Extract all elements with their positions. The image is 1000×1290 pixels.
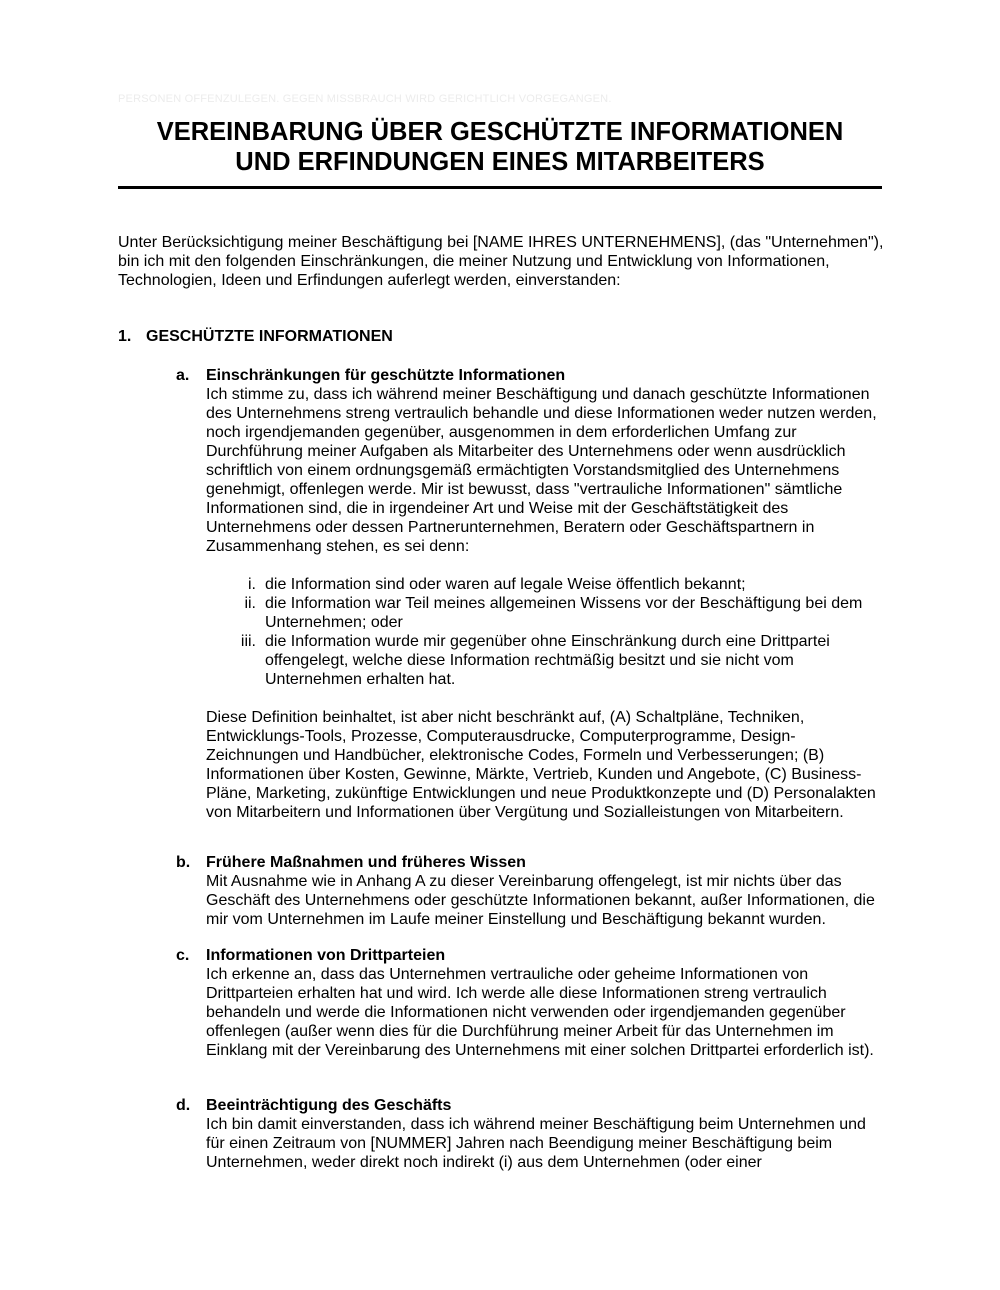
list-item <box>206 632 888 689</box>
list-item-text: die Information sind oder waren auf legale Weise öffentlich bekannt; <box>265 576 746 593</box>
watermark-text: PERSONEN OFFENZULEGEN. GEGEN MISSBRAUCH WIRD GERICHTLICH VORGEGANGEN. <box>118 93 612 105</box>
list-item-number: iii. <box>240 633 256 650</box>
subsection-b <box>176 853 888 929</box>
subsection-b-text: Mit Ausnahme wie in Anhang A zu dieser Vereinbarung offengelegt, ist mir nichts über das Geschäft des Unternehmens oder geschützte Informationen bekannt, außer Informationen, die mir vom Unternehmen im Laufe meiner Einstellung und Beschäftigung bekannt wurden. <box>206 873 875 928</box>
list-item-number: i. <box>248 576 256 593</box>
title-line-2: UND ERFINDUNGEN EINES MITARBEITERS <box>235 148 765 176</box>
subsection-d-heading: Beeinträchtigung des Geschäfts <box>206 1097 452 1114</box>
subsection-a <box>176 366 888 822</box>
subsection-c-heading: Informationen von Drittparteien <box>206 947 446 964</box>
subsection-d-letter: d. <box>176 1097 191 1114</box>
subsection-a-text: Ich stimme zu, dass ich während meiner Beschäftigung und danach geschützte Informationen des Unternehmens streng vertraulich behandle und diese Informationen weder nutzen werden, noch irgendjemanden gegenüber, ausgenommen in dem erforderlichen Umfang zur Durchführung meiner Aufgaben als Mitarbeiter des Unternehmens oder wenn ausdrücklich schriftlich von einem ordnungsgemäß ermächtigten Vorstandsmitglied des Unternehmens genehmigt, offenlegen werde. Mir ist bewusst, dass "vertrauliche Informationen" sämtliche Informationen sind, die in irgendeiner Art und Weise mit der Geschäftstätigkeit des Unternehmens oder dessen Partnerunternehmen, Beratern oder Geschäftspartnern in Zusammenhang stehen, es sei denn: <box>206 386 877 555</box>
title-divider <box>118 186 882 189</box>
title-line-1: VEREINBARUNG ÜBER GESCHÜTZTE INFORMATIONEN <box>156 118 844 146</box>
section-1-number: 1. <box>118 328 132 345</box>
subsection-d <box>176 1096 888 1172</box>
document-title <box>118 117 882 177</box>
subsection-c-text: Ich erkenne an, dass das Unternehmen vertrauliche oder geheime Informationen von Drittparteien erhalten hat und wird. Ich werde alle diese Informationen streng vertraulich behandeln und werde die Informationen nicht verwenden oder irgendjemanden gegenüber offenlegen (außer wenn dies für die Durchführung meiner Arbeit für das Unternehmen im Einklang mit der Vereinbarung des Unternehmens mit einer solchen Drittpartei erforderlich ist). <box>206 966 874 1059</box>
list-item-text: die Information wurde mir gegenüber ohne Einschränkung durch eine Drittpartei offengelegt, welche diese Information rechtmäßig besitzt und sie nicht vom Unternehmen erhalten hat. <box>265 633 830 688</box>
definition-paragraph: Diese Definition beinhaltet, ist aber nicht beschränkt auf, (A) Schaltpläne, Techniken, Entwicklungs-Tools, Prozesse, Computerausdrucke, Computerprogramme, Design-Zeichnungen und Handbücher, elektronische Codes, Formeln und Verbesserungen; (B) Informationen über Kosten, Gewinne, Märkte, Vertrieb, Kunden und Angebote, (C) Business-Pläne, Marketing, zukünftige Entwicklungen und neue Produktkonzepte und (D) Personalakten von Mitarbeitern und Informationen über Vergütung und Sozialleistungen von Mitarbeitern. <box>206 709 876 821</box>
subsection-d-text: Ich bin damit einverstanden, dass ich während meiner Beschäftigung beim Unternehmen und für einen Zeitraum von [NUMMER] Jahren nach Beendigung meiner Beschäftigung beim Unternehmen, weder direkt noch indirekt (i) aus dem Unternehmen (oder einer <box>206 1116 866 1171</box>
list-item <box>206 594 888 632</box>
intro-paragraph: Unter Berücksichtigung meiner Beschäftigung bei [NAME IHRES UNTERNEHMENS], (das "Unternehmen"), bin ich mit den folgenden Einschränkungen, die meiner Nutzung und Entwicklung von Informationen, Technologien, Ideen und Erfindungen auferlegt werden, einverstanden: <box>118 234 884 289</box>
exception-list <box>206 575 888 689</box>
subsection-a-heading: Einschränkungen für geschützte Informationen <box>206 367 566 384</box>
list-item-number: ii. <box>244 595 256 612</box>
subsection-c <box>176 946 888 1060</box>
list-item-text: die Information war Teil meines allgemeinen Wissens vor der Beschäftigung bei dem Unternehmen; oder <box>265 595 863 631</box>
list-item <box>206 575 888 594</box>
section-1-title: GESCHÜTZTE INFORMATIONEN <box>146 328 393 345</box>
section-1-heading <box>118 328 393 346</box>
subsection-b-heading: Frühere Maßnahmen und früheres Wissen <box>206 854 526 871</box>
subsection-a-letter: a. <box>176 367 190 384</box>
subsection-c-letter: c. <box>176 947 190 964</box>
subsection-b-letter: b. <box>176 854 191 871</box>
